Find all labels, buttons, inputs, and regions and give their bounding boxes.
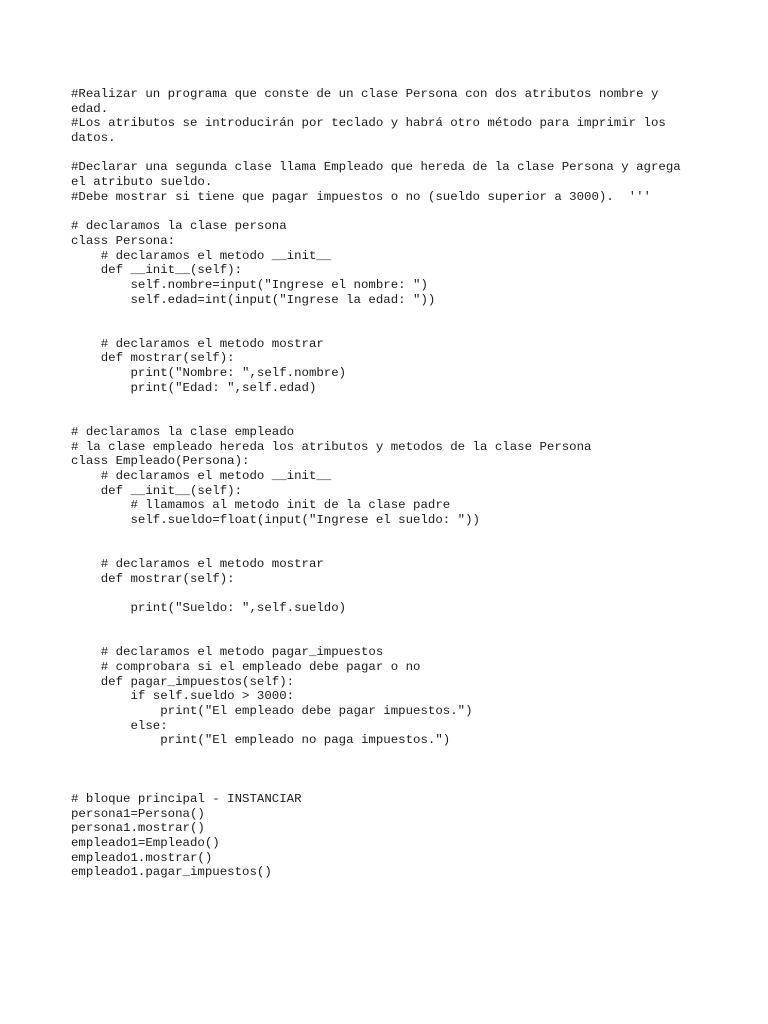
code-line: # declaramos la clase persona bbox=[71, 219, 287, 234]
code-line: empleado1.mostrar() bbox=[71, 850, 213, 865]
blank-line bbox=[71, 410, 751, 425]
code-line: self.sueldo=float(input("Ingrese el sueldo: ")) bbox=[71, 512, 480, 527]
code-line: # declaramos el metodo __init__ bbox=[71, 248, 332, 263]
blank-line bbox=[71, 307, 751, 322]
code-line: def mostrar(self): bbox=[71, 571, 235, 586]
blank-line bbox=[71, 542, 751, 557]
code-line: print("Edad: ",self.edad) bbox=[71, 380, 317, 395]
code-line: persona1.mostrar() bbox=[71, 821, 205, 836]
blank-line bbox=[71, 205, 751, 220]
blank-line bbox=[71, 528, 751, 543]
code-line: class Empleado(Persona): bbox=[71, 454, 250, 469]
code-line: # comprobara si el empleado debe pagar o no bbox=[71, 659, 421, 674]
blank-line bbox=[71, 763, 751, 778]
code-line: def __init__(self): bbox=[71, 483, 243, 498]
code-line: edad. bbox=[71, 101, 109, 116]
code-line: # declaramos el metodo mostrar bbox=[71, 557, 324, 571]
blank-line bbox=[71, 395, 751, 410]
code-line: def __init__(self): bbox=[71, 263, 243, 278]
code-line: #Debe mostrar si tiene que pagar impuestos o no (sueldo superior a 3000). ''' bbox=[71, 189, 651, 204]
code-line: # declaramos la clase empleado bbox=[71, 424, 295, 439]
code-line: # llamamos al metodo init de la clase padre bbox=[71, 498, 451, 513]
code-line: class Persona: bbox=[71, 233, 176, 248]
code-line: print("Nombre: ",self.nombre) bbox=[71, 366, 347, 381]
code-line: el atributo sueldo. bbox=[71, 175, 213, 190]
code-line: self.nombre=input("Ingrese el nombre: ") bbox=[71, 277, 428, 292]
code-line: # la clase empleado hereda los atributos y metodos de la clase Persona bbox=[71, 439, 592, 454]
blank-line bbox=[71, 777, 751, 792]
code-line: #Realizar un programa que conste de un clase Persona con dos atributos nombre y bbox=[71, 87, 659, 101]
blank-line bbox=[71, 616, 751, 631]
code-line: # bloque principal - INSTANCIAR bbox=[71, 792, 302, 806]
code-line: persona1=Persona() bbox=[71, 806, 205, 821]
code-line: # declaramos el metodo __init__ bbox=[71, 468, 332, 483]
code-line: # declaramos el metodo mostrar bbox=[71, 336, 324, 351]
code-line: print("El empleado debe pagar impuestos.") bbox=[71, 703, 473, 718]
code-line: empleado1=Empleado() bbox=[71, 836, 220, 851]
blank-line bbox=[71, 748, 751, 763]
blank-line bbox=[71, 146, 751, 161]
code-line: empleado1.pagar_impuestos() bbox=[71, 865, 272, 880]
code-line: else: bbox=[71, 718, 168, 733]
blank-line bbox=[71, 586, 751, 601]
code-line: def mostrar(self): bbox=[71, 351, 235, 366]
code-line: # declaramos el metodo pagar_impuestos bbox=[71, 645, 384, 660]
code-line: print("El empleado no paga impuestos.") bbox=[71, 733, 451, 748]
code-line: def pagar_impuestos(self): bbox=[71, 674, 295, 689]
code-line: #Declarar una segunda clase llama Empleado que hereda de la clase Persona y agrega bbox=[71, 160, 681, 175]
code-listing bbox=[71, 87, 751, 880]
code-line: print("Sueldo: ",self.sueldo) bbox=[71, 601, 347, 616]
code-line: self.edad=int(input("Ingrese la edad: ")) bbox=[71, 292, 436, 307]
blank-line bbox=[71, 630, 751, 645]
blank-line bbox=[71, 322, 751, 337]
code-line: if self.sueldo > 3000: bbox=[71, 689, 295, 704]
code-line: #Los atributos se introducirán por teclado y habrá otro método para imprimir los bbox=[71, 116, 666, 131]
code-line: datos. bbox=[71, 131, 116, 146]
